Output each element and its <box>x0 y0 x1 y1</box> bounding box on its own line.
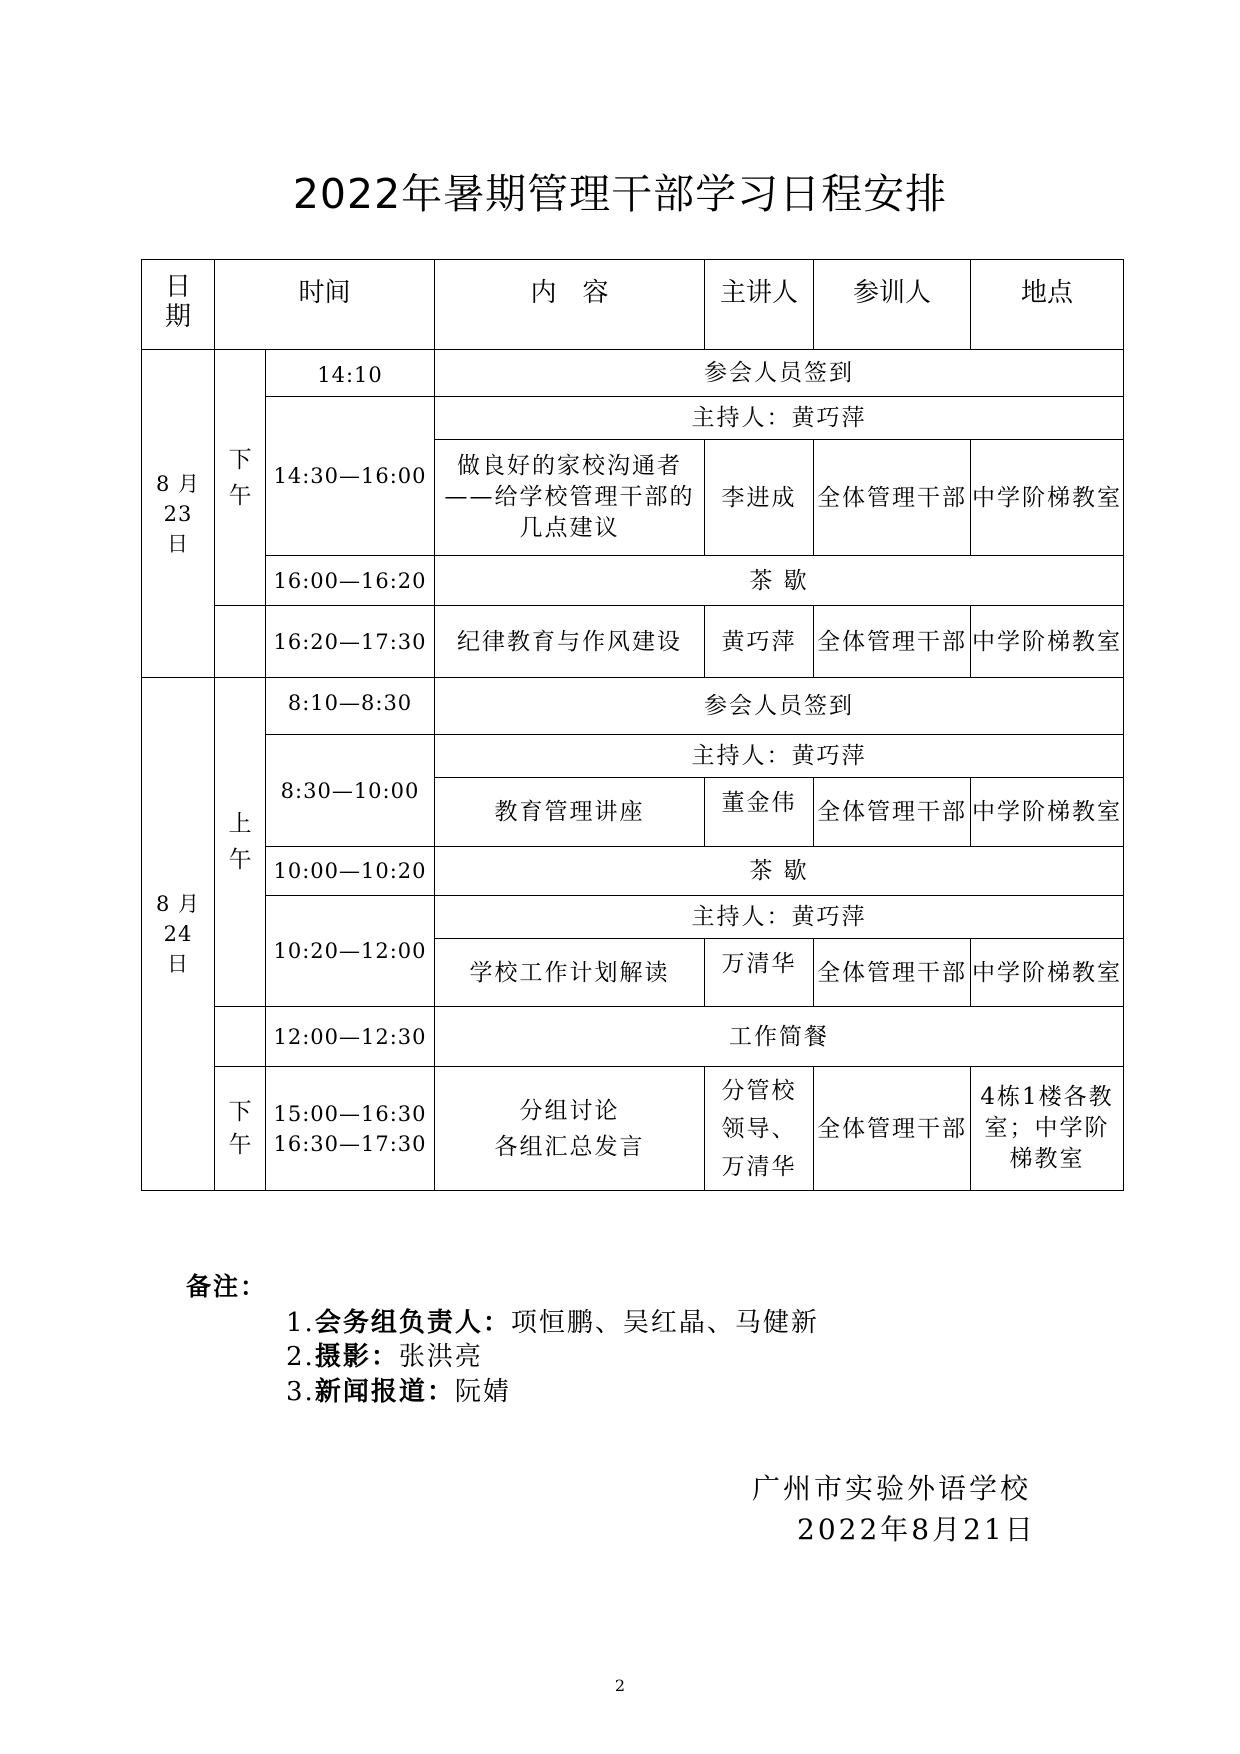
location-cell: 中学阶梯教室 <box>971 778 1124 847</box>
table-row <box>142 1007 1124 1067</box>
time-cell: 8:30—10:00 <box>266 735 435 847</box>
time-cell: 8:10—8:30 <box>266 678 435 735</box>
period-cell-empty <box>215 606 266 678</box>
content-cell: 做良好的家校沟通者——给学校管理干部的几点建议 <box>435 440 705 556</box>
header-speaker: 主讲人 <box>705 260 814 350</box>
table-row <box>142 556 1124 606</box>
page-title: 2022年暑期管理干部学习日程安排 <box>292 170 948 218</box>
content-cell-lunch: 工作简餐 <box>435 1007 1124 1067</box>
speaker-cell: 分管校领导、万清华 <box>705 1067 814 1191</box>
table-row <box>142 397 1124 440</box>
date-cell-aug23: 8 月 23日 <box>142 350 215 678</box>
date-cell-aug24: 8 月 24日 <box>142 678 215 1191</box>
time-line-2: 16:30—17:30 <box>273 1131 427 1156</box>
time-cell: 14:10 <box>266 350 435 397</box>
content-cell: 教育管理讲座 <box>435 778 705 847</box>
header-date: 日期 <box>142 260 215 350</box>
signature-date: 2022年8月21日 <box>797 1513 1036 1546</box>
location-cell: 中学阶梯教室 <box>971 440 1124 556</box>
content-line-2: 各组汇总发言 <box>494 1133 645 1160</box>
content-line-1: 分组讨论 <box>519 1097 620 1124</box>
schedule-table <box>141 259 1124 1191</box>
note-item: 1.会务组负责人：项恒鹏、吴红晶、马健新 <box>286 1308 819 1338</box>
table-row <box>142 847 1124 896</box>
time-cell <box>266 1067 435 1191</box>
header-content: 内 容 <box>435 260 705 350</box>
location-cell: 4栋1楼各教室；中学阶梯教室 <box>971 1067 1124 1191</box>
participants-cell: 全体管理干部 <box>814 606 971 678</box>
header-participants: 参训人 <box>814 260 971 350</box>
location-cell: 中学阶梯教室 <box>971 939 1124 1007</box>
header-location: 地点 <box>971 260 1124 350</box>
host-cell: 主持人：黄巧萍 <box>435 896 1124 939</box>
participants-cell: 全体管理干部 <box>814 1067 971 1191</box>
page-number: 2 <box>614 1676 626 1695</box>
speaker-cell: 万清华 <box>705 939 814 1007</box>
host-cell: 主持人：黄巧萍 <box>435 397 1124 440</box>
content-cell <box>435 1067 705 1191</box>
speaker-cell: 李进成 <box>705 440 814 556</box>
content-cell-break: 茶 歇 <box>435 556 1124 606</box>
time-line-1: 15:00—16:30 <box>273 1101 427 1126</box>
table-row <box>142 1067 1124 1191</box>
note-item: 3.新闻报道：阮婧 <box>286 1377 511 1407</box>
host-cell: 主持人：黄巧萍 <box>435 735 1124 778</box>
content-cell: 学校工作计划解读 <box>435 939 705 1007</box>
table-row <box>142 350 1124 397</box>
participants-cell: 全体管理干部 <box>814 440 971 556</box>
time-cell: 16:20—17:30 <box>266 606 435 678</box>
time-cell: 16:00—16:20 <box>266 556 435 606</box>
location-cell: 中学阶梯教室 <box>971 606 1124 678</box>
note-item: 2.摄影：张洪亮 <box>286 1342 483 1372</box>
signature-school: 广州市实验外语学校 <box>752 1472 1032 1505</box>
notes-heading: 备注： <box>186 1272 268 1301</box>
participants-cell: 全体管理干部 <box>814 939 971 1007</box>
participants-cell: 全体管理干部 <box>814 778 971 847</box>
period-cell-afternoon: 下午 <box>215 350 266 606</box>
period-cell-morning: 上午 <box>215 678 266 1007</box>
time-cell: 12:00—12:30 <box>266 1007 435 1067</box>
speaker-cell: 董金伟 <box>705 778 814 847</box>
table-header-row <box>142 260 1124 350</box>
time-cell: 14:30—16:00 <box>266 397 435 556</box>
content-cell-break: 茶 歇 <box>435 847 1124 896</box>
content-cell: 纪律教育与作风建设 <box>435 606 705 678</box>
time-cell: 10:20—12:00 <box>266 896 435 1007</box>
time-cell: 10:00—10:20 <box>266 847 435 896</box>
table-row <box>142 606 1124 678</box>
content-cell-signin: 参会人员签到 <box>435 678 1124 735</box>
table-row <box>142 678 1124 735</box>
period-cell-empty <box>215 1007 266 1067</box>
table-row <box>142 735 1124 778</box>
speaker-cell: 黄巧萍 <box>705 606 814 678</box>
content-cell-signin: 参会人员签到 <box>435 350 1124 397</box>
table-row <box>142 896 1124 939</box>
period-cell-afternoon: 下午 <box>215 1067 266 1191</box>
header-time: 时间 <box>215 260 435 350</box>
